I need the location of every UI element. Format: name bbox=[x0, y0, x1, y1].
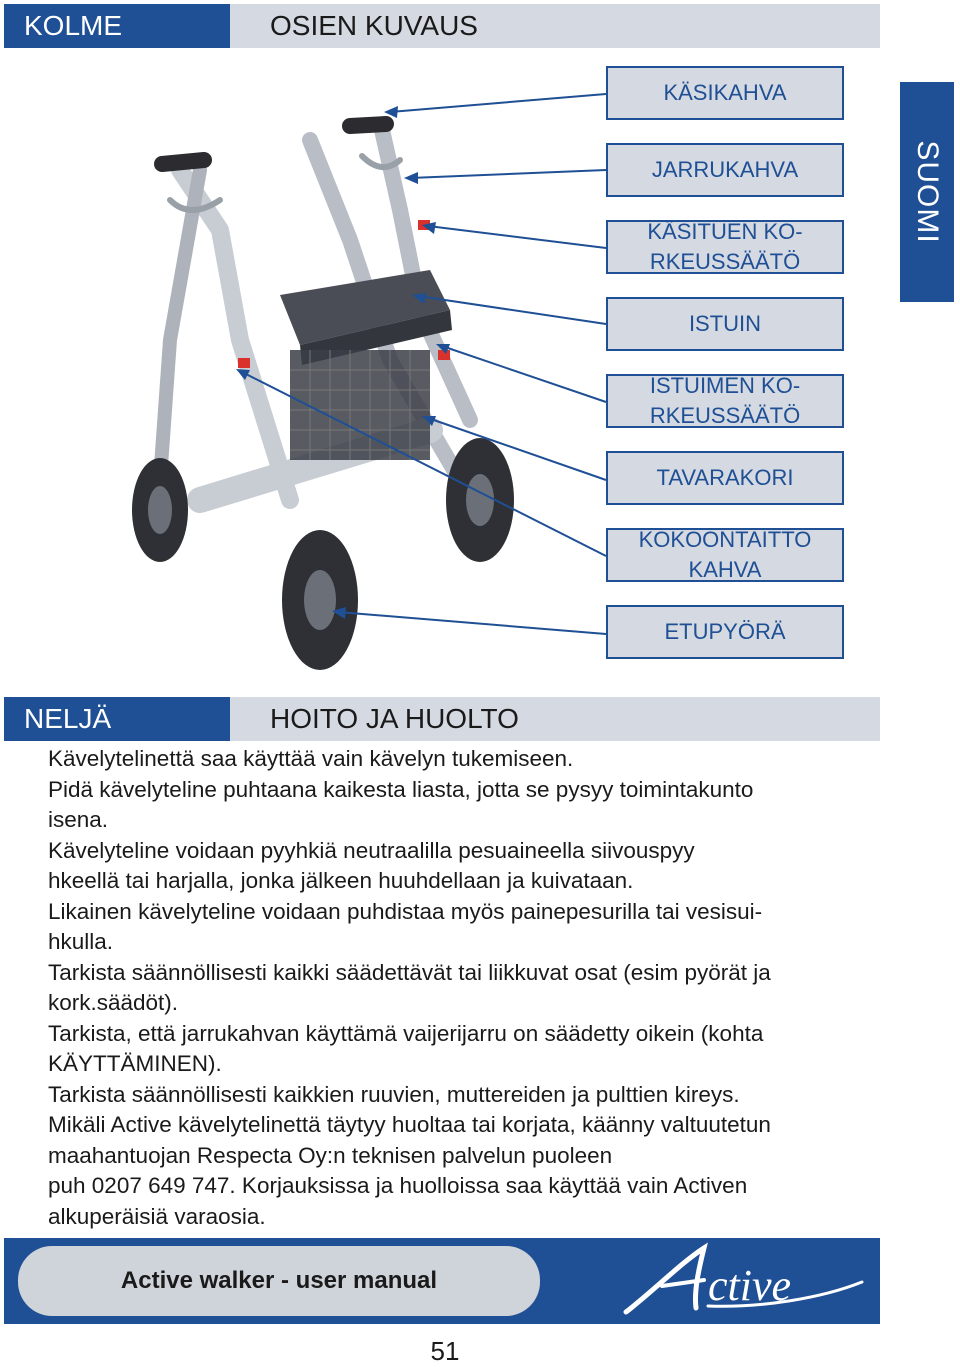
part-label-kokoontaitto-kahva: KOKOONTAITTO KAHVA bbox=[606, 528, 844, 582]
text-line: puh 0207 649 747. Korjauksissa ja huolloissa saa käyttää vain Activen bbox=[48, 1173, 748, 1198]
section-number: KOLME bbox=[4, 4, 230, 48]
maintenance-text bbox=[48, 744, 878, 1232]
section-header-kolme bbox=[4, 4, 880, 48]
part-label-istuimen-korkeussaato: ISTUIMEN KO- RKEUSSÄÄTÖ bbox=[606, 374, 844, 428]
text-line: KÄYTTÄMINEN). bbox=[48, 1051, 222, 1076]
text-line: Tarkista säännöllisesti kaikki säädettävät tai liikkuvat osat (esim pyörät ja bbox=[48, 959, 771, 985]
manual-title: Active walker - user manual bbox=[18, 1246, 540, 1316]
part-label-istuin: ISTUIN bbox=[606, 297, 844, 351]
text-line: Kävelytelinettä saa käyttää vain kävelyn tukemiseen. bbox=[48, 746, 574, 771]
section-header-nelja bbox=[4, 697, 880, 741]
language-label: SUOMI bbox=[911, 140, 944, 244]
active-logo bbox=[612, 1242, 872, 1320]
part-label-jarrukahva: JARRUKAHVA bbox=[606, 143, 844, 197]
svg-text:ctive: ctive bbox=[708, 1261, 792, 1310]
part-label-etupyora: ETUPYÖRÄ bbox=[606, 605, 844, 659]
section-title: HOITO JA HUOLTO bbox=[270, 703, 519, 734]
text-line: Kävelyteline voidaan pyyhkiä neutraalilla pesuaineella siivouspyy bbox=[48, 837, 695, 863]
text-line: maahantuojan Respecta Oy:n teknisen palvelun puoleen bbox=[48, 1142, 613, 1168]
text-line: Likainen kävelyteline voidaan puhdistaa myös painepesurilla tai vesisui- bbox=[48, 898, 763, 924]
text-line: Tarkista, että jarrukahvan käyttämä vaijerijarru on säädetty oikein (kohta bbox=[48, 1020, 764, 1046]
part-label-kasituen-korkeussaato: KÄSITUEN KO- RKEUSSÄÄTÖ bbox=[606, 220, 844, 274]
text-line: isena. bbox=[48, 807, 109, 832]
text-line: Tarkista säännöllisesti kaikkien ruuvien, muttereiden ja pulttien kireys. bbox=[48, 1081, 740, 1107]
text-line: Mikäli Active kävelytelinettä täytyy huoltaa tai korjata, käänny valtuutetun bbox=[48, 1112, 771, 1137]
language-tab bbox=[900, 82, 954, 302]
section-title: OSIEN KUVAUS bbox=[270, 10, 478, 41]
footer-bar bbox=[4, 1238, 880, 1324]
section-number: NELJÄ bbox=[4, 697, 230, 741]
part-label-tavarakori: TAVARAKORI bbox=[606, 451, 844, 505]
text-line: Pidä kävelyteline puhtaana kaikesta liasta, jotta se pysyy toimintakunto bbox=[48, 776, 754, 802]
text-line: hkulla. bbox=[48, 929, 114, 954]
text-line: hkeellä tai harjalla, jonka jälkeen huuhdellaan ja kuivataan. bbox=[48, 868, 634, 893]
walker-image bbox=[100, 80, 580, 680]
text-line: alkuperäisiä varaosia. bbox=[48, 1203, 266, 1229]
text-line: kork.säädöt). bbox=[48, 990, 179, 1015]
page-number: 51 bbox=[430, 1336, 460, 1366]
part-label-kasikahva: KÄSIKAHVA bbox=[606, 66, 844, 120]
